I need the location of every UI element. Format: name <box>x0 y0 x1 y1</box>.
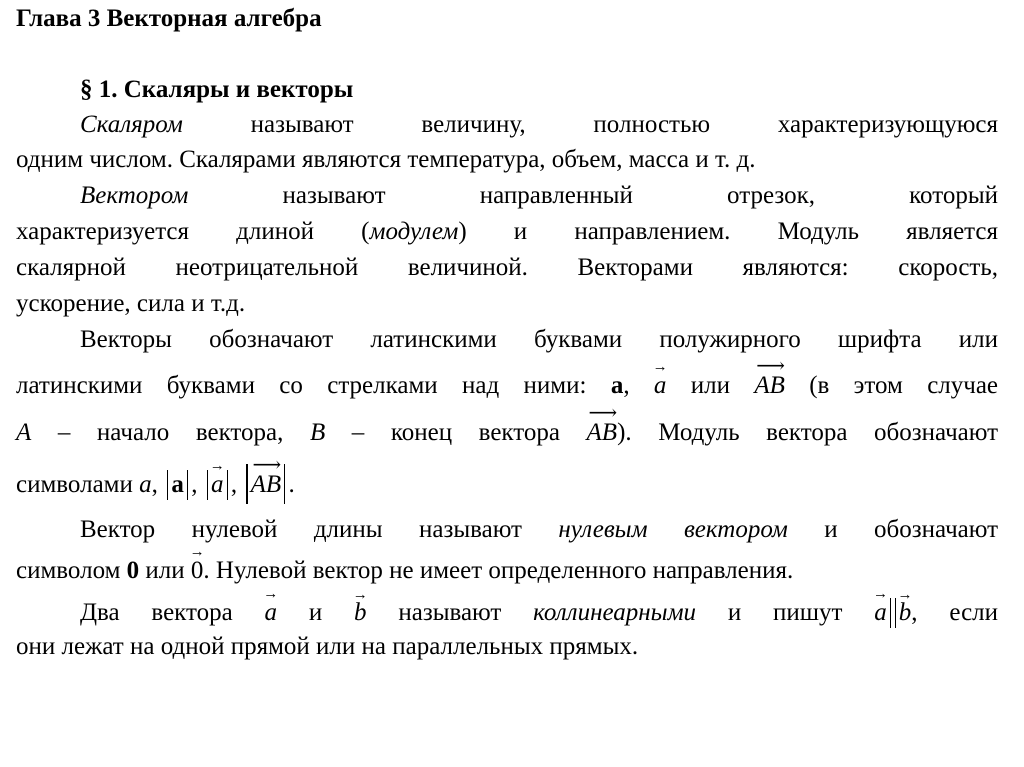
text: , если <box>911 599 999 626</box>
text: – начало вектора, <box>57 419 284 446</box>
arrow-icon: ⟶ <box>756 355 783 377</box>
symbol: AB <box>250 471 282 498</box>
text: , <box>623 372 630 399</box>
section-heading: § 1. Скаляры и векторы <box>80 76 354 103</box>
p3-line-4 <box>16 454 998 504</box>
symbol: b <box>898 599 912 626</box>
text: , <box>230 471 238 498</box>
text: – конец вектора <box>351 419 560 446</box>
arrow-icon: → <box>209 458 225 474</box>
text: , <box>151 471 158 498</box>
p4-line-1 <box>80 515 998 545</box>
text: характеризуется длиной ( <box>16 218 370 245</box>
symbol: 0 <box>190 557 204 584</box>
vector-AB <box>586 402 618 446</box>
abs-bar <box>284 464 285 504</box>
arrow-icon: → <box>189 544 205 560</box>
term-vector: Вектором <box>80 182 189 209</box>
vector-b <box>897 587 913 626</box>
p2-line-1 <box>80 181 998 211</box>
bold-a: a <box>610 372 624 399</box>
arrow-icon: → <box>652 359 668 375</box>
arrow-icon: → <box>263 586 279 602</box>
symbol: AB <box>754 372 785 399</box>
p2-line-3: скалярной неотрицательной величиной. Векторами являются: скорость, <box>16 254 998 281</box>
p1-line-2: одним числом. Скалярами являются температура, объем, масса и т. д. <box>16 146 756 173</box>
vector-a <box>652 359 668 399</box>
text: называют <box>398 599 502 626</box>
text: Вектор нулевой длины называют <box>80 516 522 543</box>
parallel-icon <box>890 598 896 628</box>
text: и пишут <box>727 599 843 626</box>
vector-a <box>209 458 225 498</box>
arrow-icon: → <box>873 586 889 602</box>
p5-line-1 <box>80 586 999 628</box>
symbol: a <box>211 471 224 498</box>
symbol: a <box>653 372 667 399</box>
symbol: b <box>354 599 367 626</box>
bold-zero: 0 <box>126 557 140 584</box>
p2-line-4: ускорение, сила и т.д. <box>16 290 246 317</box>
abs-bar <box>207 470 208 500</box>
vector-AB <box>754 355 785 399</box>
p4-line-2 <box>16 544 998 586</box>
symbol: AB <box>586 419 618 446</box>
parallel-expression <box>873 586 913 628</box>
vector-zero <box>189 544 205 584</box>
p5-line-2: они лежат на одной прямой или на параллельных прямых. <box>16 633 639 660</box>
p2-line-2 <box>16 217 998 247</box>
abs-bar <box>227 470 228 500</box>
symbol: a <box>264 599 278 626</box>
symbol: a <box>874 599 887 626</box>
abs-bar <box>246 464 247 504</box>
point-A: A <box>16 419 32 446</box>
term-modulus: модулем <box>369 218 459 245</box>
text: символом <box>16 557 121 584</box>
arrow-icon: ⟶ <box>588 402 616 424</box>
text: называют направленный отрезок, который <box>282 182 998 209</box>
text: или <box>145 557 185 584</box>
vector-a <box>873 586 889 626</box>
text: латинскими буквами со стрелками над ними: <box>16 372 587 399</box>
vector-b <box>352 587 368 626</box>
abs-bar <box>167 470 168 500</box>
text: (в этом случае <box>809 372 999 399</box>
text: Два вектора <box>80 599 233 626</box>
text: ). Модуль вектора обозначают <box>617 419 999 446</box>
arrow-icon: ⟶ <box>252 454 280 476</box>
text: и <box>308 599 323 626</box>
modulus-a: a <box>139 471 152 498</box>
text: , <box>191 471 198 498</box>
term-scalar: Скаляром <box>80 111 183 138</box>
abs-bar <box>187 470 188 500</box>
vector-a <box>263 586 279 626</box>
text: символами <box>16 471 133 498</box>
chapter-heading: Глава 3 Векторная алгебра <box>16 5 322 32</box>
text: и обозначают <box>824 516 999 543</box>
term-collinear: коллинеарными <box>533 599 697 626</box>
term-zero-vector: нулевым вектором <box>558 516 788 543</box>
p3-line-1: Векторы обозначают латинскими буквами полужирного шрифта или <box>80 326 998 353</box>
p3-line-2 <box>16 355 999 401</box>
text: называют величину, полностью характеризующуюся <box>250 111 999 138</box>
point-B: B <box>309 419 326 446</box>
arrow-icon: → <box>897 587 913 603</box>
arrow-icon: → <box>352 587 368 603</box>
text: или <box>690 372 730 399</box>
vector-AB <box>250 454 282 498</box>
bold-a: a <box>171 471 184 498</box>
text: ) и направлением. Модуль является <box>458 218 998 245</box>
p3-line-3 <box>16 402 999 448</box>
text: . <box>288 471 295 498</box>
text: . Нулевой вектор не имеет определенного направления. <box>203 557 794 584</box>
p1-line-1 <box>80 110 998 140</box>
